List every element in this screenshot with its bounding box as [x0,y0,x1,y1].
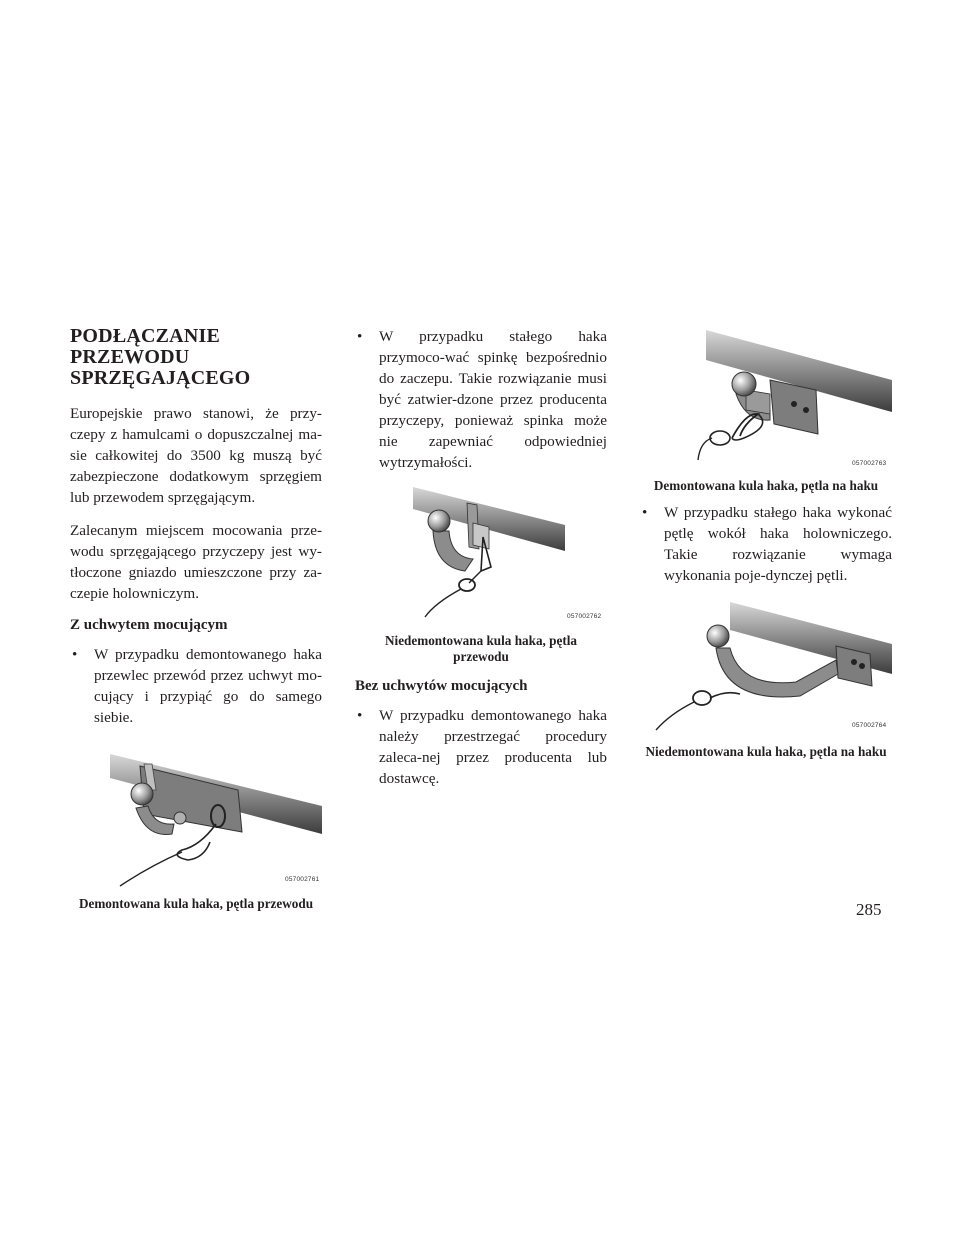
bullet-list-with-mount [70,644,322,728]
bullet-item: • W przypadku demontowanego haka przewlec przewód przez uchwyt mo-cujący i przypiąć go do samego siebie. [70,644,322,728]
figure-caption: Demontowana kula haka, pętla przewodu [78,896,314,911]
image-code: 057002763 [852,460,887,467]
figure-3 [640,330,892,494]
page-number: 285 [856,900,882,919]
figure-caption: Niedemontowana kula haka, pętla przewodu [385,633,577,664]
detachable-hitch-cable-loop-image [70,746,322,888]
bullet-item: • W przypadku stałego haka przymoco-wać spinkę bezpośrednio do zaczepu. Takie rozwiązanie musi być zatwier-dzone przez producenta przyczepy, ponieważ spinka może nie zapewniać odpowiedniej wytrzymałości. [355,326,607,473]
image-code: 057002762 [567,613,602,620]
detachable-hitch-hook-loop-image [640,330,892,472]
bullet-list-without-mount [355,705,607,789]
hitch-illustration-3 [640,330,892,472]
hitch-illustration-4 [640,602,892,734]
figure-2 [355,487,607,665]
column-2 [355,326,607,803]
intro-paragraph-2: Zalecanym miejscem mocowania prze-wodu sprzęgającego przyczepy jest wy-tłoczone gniazdo umieszczone przy za-czepie holowniczym. [70,522,322,602]
column-3 [640,330,892,760]
fixed-hitch-cable-loop-image [355,487,607,625]
hitch-illustration-1 [70,746,322,888]
figure-1 [70,746,322,912]
image-code: 057002764 [852,722,887,729]
figure-caption: Niedemontowana kula haka, pętla na haku [645,744,887,759]
image-code: 057002761 [285,876,320,883]
figure-4 [640,602,892,760]
bullet-list-with-mount-continued [355,326,607,473]
column-1 [70,326,322,912]
bullet-item: • W przypadku demontowanego haka należy przestrzegać procedury zaleca-nej przez producenta lub dostawcę. [355,705,607,789]
section-title: PODŁĄCZANIE PRZEWODU SPRZĘGAJĄCEGO [70,325,251,389]
figure-caption: Demontowana kula haka, pętla na haku [653,478,879,493]
subheading-without-mount: Bez uchwytów mocujących [355,678,528,694]
fixed-hitch-hook-loop-image [640,602,892,734]
intro-paragraph-1: Europejskie prawo stanowi, że przy-czepy z hamulcami o dopuszczalnej ma-sie całkowitej do 3500 kg muszą być zabezpieczone dodatkowym sprzęgiem lub przewodem sprzęgającym. [70,405,322,506]
subheading-with-mount: Z uchwytem mocującym [70,617,228,633]
bullet-list-without-mount-continued [640,502,892,586]
bullet-item: • W przypadku stałego haka wykonać pętlę wokół haka holowniczego. Takie rozwiązanie wymaga wykonania poje-dynczej pętli. [640,502,892,586]
hitch-illustration-2 [355,487,607,625]
